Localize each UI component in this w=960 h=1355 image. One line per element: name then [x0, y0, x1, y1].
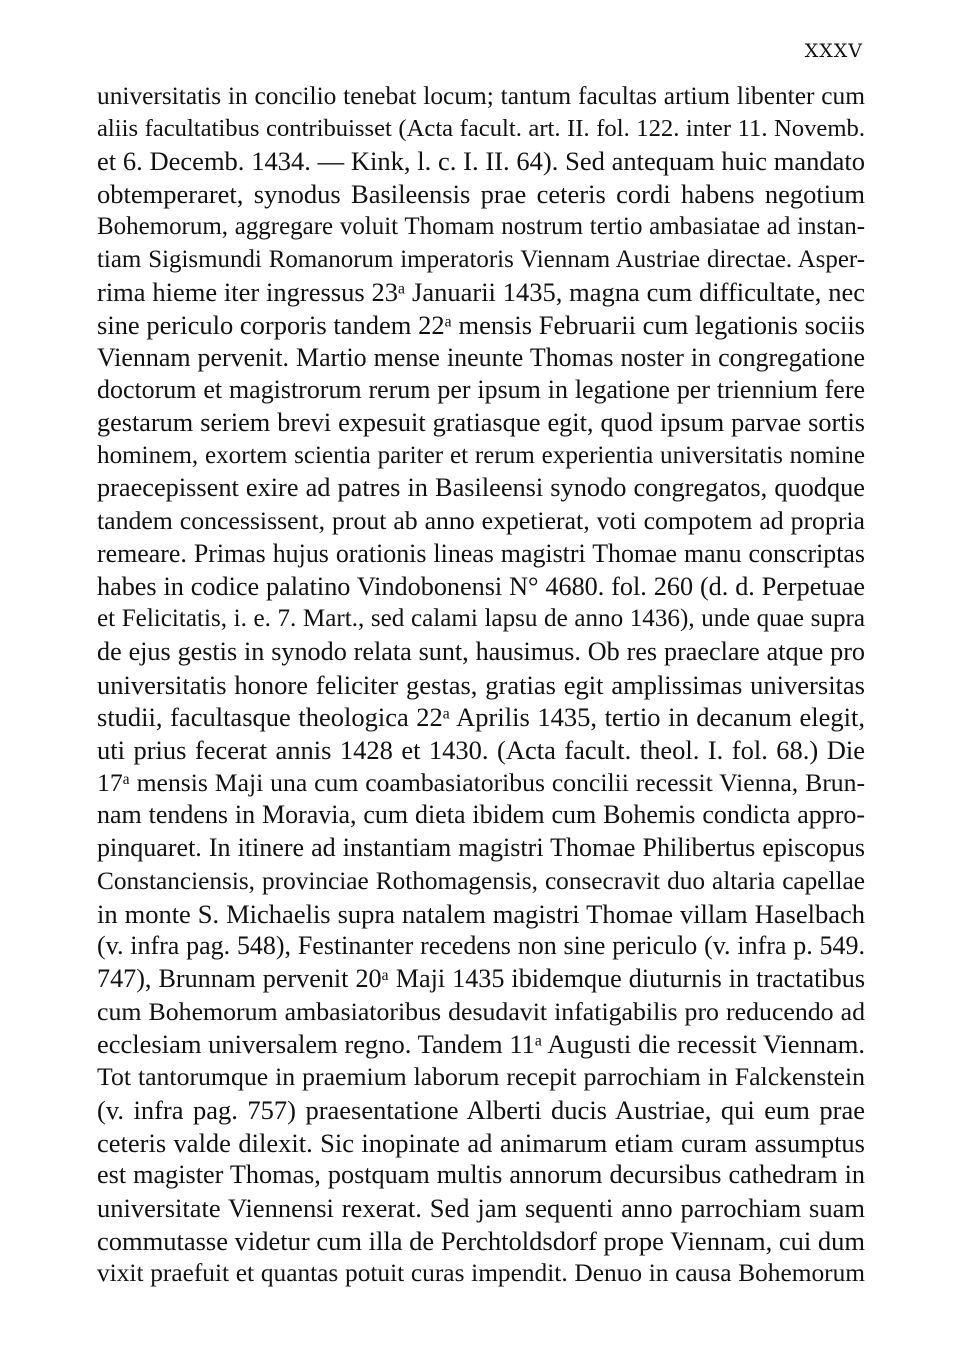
text-line: hominem, exortem scientia pariter et rerum experientia universitatis nomine [97, 441, 865, 469]
text-line: Tot tantorumque in praemium laborum recepit parrochiam in Falckenstein [97, 1062, 865, 1092]
text-line: Bohemorum, aggregare voluit Thomam nostrum tertio ambasiatae ad instan- [97, 212, 865, 240]
text-line: (v. infra pag. 548), Festinanter recedens non sine periculo (v. infra p. 549. [97, 931, 865, 961]
text-line: uti prius fecerat annis 1428 et 1430. (Acta facult. theol. I. fol. 68.) Die [97, 735, 865, 766]
text-line: studii, facultasque theologica 22ᵃ Aprilis 1435, tertio in decanum elegit, [97, 702, 865, 733]
text-line: 747), Brunnam pervenit 20ᵃ Maji 1435 ibidemque diuturnis in tractatibus [97, 963, 865, 993]
text-line: Viennam pervenit. Martio mense ineunte Thomas noster in congregatione [97, 342, 865, 372]
text-line: remeare. Primas hujus orationis lineas magistri Thomae manu conscriptas [97, 538, 865, 568]
text-line: rima hieme iter ingressus 23ᵃ Januarii 1435, magna cum difficultate, nec [97, 277, 865, 308]
text-line: universitatis in concilio tenebat locum; tantum facultas artium libenter cum [97, 82, 865, 110]
text-line: cum Bohemorum ambasiatoribus desudavit infatigabilis pro reducendo ad [97, 996, 865, 1026]
page-number: XXXV [804, 40, 863, 62]
text-line: nam tendens in Moravia, cum dieta ibidem cum Bohemis condicta appro- [97, 800, 865, 830]
text-line: de ejus gestis in synodo relata sunt, hausimus. Ob res praeclare atque pro [97, 636, 865, 666]
text-line: habes in codice palatino Vindobonensi N° 4680. fol. 260 (d. d. Perpetuae [97, 571, 865, 601]
text-line: commutasse videtur cum illa de Perchtoldsdorf prope Viennam, cui dum [97, 1225, 865, 1256]
text-line: sine periculo corporis tandem 22ᵃ mensis Februarii cum legationis sociis [97, 309, 865, 340]
text-line: Constanciensis, provinciae Rothomagensis, consecravit duo altaria capellae [97, 866, 865, 895]
text-line: tandem concessissent, prout ab anno expetierat, voti compotem ad propria [97, 506, 865, 536]
text-line: pinquaret. In itinere ad instantiam magistri Thomae Philibertus episcopus [97, 833, 865, 863]
text-line: (v. infra pag. 757) praesentatione Alberti ducis Austriae, qui eum prae [97, 1094, 865, 1125]
text-line: gestarum seriem brevi expesuit gratiasque egit, quod ipsum parvae sortis [97, 408, 865, 438]
text-line: in monte S. Michaelis supra natalem magistri Thomae villam Haselbach [97, 898, 865, 929]
text-line: obtemperaret, synodus Basileensis prae ceteris cordi habens negotium [97, 179, 865, 210]
text-line: et Felicitatis, i. e. 7. Mart., sed calami lapsu de anno 1436), unde quae supra [97, 605, 865, 633]
text-line: 17ᵃ mensis Maji una cum coambasiatoribus concilii recessit Vienna, Brun- [97, 767, 865, 797]
text-line: doctorum et magistrorum rerum per ipsum in legatione per triennium fere [97, 375, 865, 405]
text-line: ecclesiam universalem regno. Tandem 11ᵃ Augusti die recessit Viennam. [97, 1029, 865, 1060]
text-line: tiam Sigismundi Romanorum imperatoris Viennam Austriae directae. Asper- [97, 245, 865, 273]
text-line: aliis facultatibus contribuisset (Acta facult. art. II. fol. 122. inter 11. Novemb. [97, 114, 865, 142]
text-line: et 6. Decemb. 1434. — Kink, l. c. I. II. 64). Sed antequam huic mandato [97, 146, 865, 177]
text-line: vixit praefuit et quantas potuit curas impendit. Denuo in causa Bohemorum [97, 1259, 865, 1288]
text-line: est magister Thomas, postquam multis annorum decursibus cathedram in [97, 1160, 865, 1190]
text-line: praecepissent exire ad patres in Basileensi synodo congregatos, quodque [97, 473, 865, 503]
text-line: universitatis honore feliciter gestas, gratias egit amplissimas universitas [97, 669, 865, 700]
text-line: ceteris valde dilexit. Sic inopinate ad animarum etiam curam assumptus [97, 1127, 865, 1158]
body-text [97, 80, 865, 1290]
text-line: universitate Viennensi rexerat. Sed jam sequenti anno parrochiam suam [97, 1192, 865, 1223]
